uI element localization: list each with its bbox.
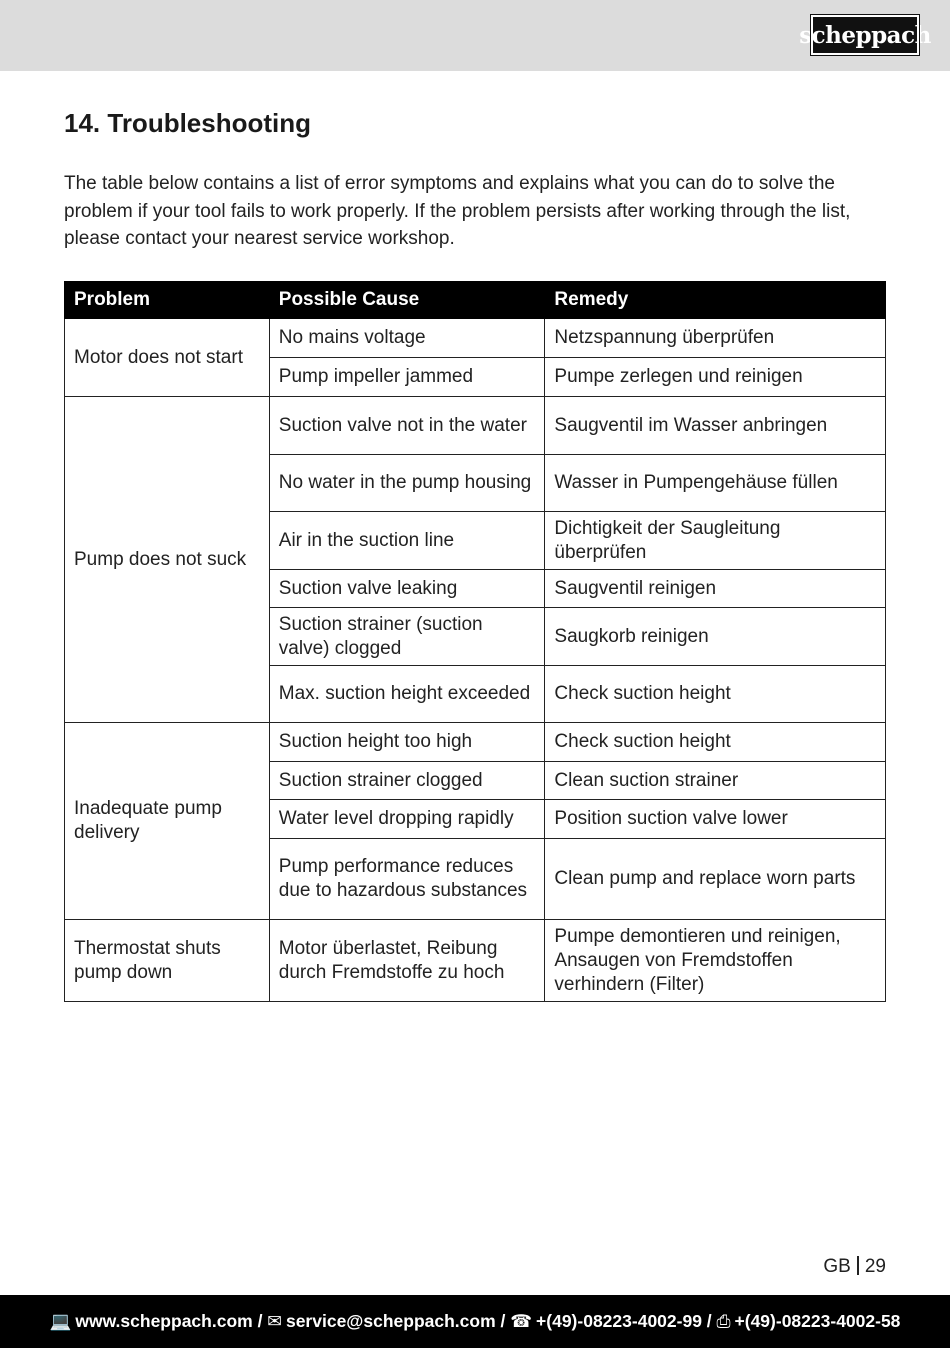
cause-cell: Suction valve not in the water: [269, 397, 545, 455]
footer-website[interactable]: www.scheppach.com: [75, 1311, 253, 1331]
page-number: [823, 1256, 886, 1278]
table-header-row: [65, 282, 886, 319]
cause-cell: Motor überlastet, Reibung durch Fremdstoffe zu hoch: [269, 920, 545, 1002]
table-row: [65, 319, 886, 358]
problem-cell: Pump does not suck: [65, 397, 270, 723]
troubleshooting-table: [64, 281, 886, 1002]
footer-separator: /: [252, 1311, 268, 1331]
email-icon: ✉: [267, 1311, 282, 1331]
cause-cell: Max. suction height exceeded: [269, 666, 545, 723]
page-language: GB: [823, 1256, 851, 1277]
section-intro: The table below contains a list of error symptoms and explains what you can do to solve the problem if your tool fails to work properly. If the problem persists after working through the list, please contact your nearest service workshop.: [64, 173, 851, 249]
table-row: [65, 397, 886, 455]
section-title: 14. Troubleshooting: [64, 108, 312, 138]
remedy-cell: Saugkorb reinigen: [545, 608, 886, 666]
cause-cell: Pump performance reduces due to hazardous substances: [269, 839, 545, 920]
cause-cell: Water level dropping rapidly: [269, 800, 545, 839]
remedy-cell: Saugventil reinigen: [545, 570, 886, 608]
header-remedy: Remedy: [545, 282, 886, 319]
cause-cell: No water in the pump housing: [269, 455, 545, 512]
cause-cell: Suction strainer (suction valve) clogged: [269, 608, 545, 666]
cause-cell: Pump impeller jammed: [269, 358, 545, 397]
footer-separator: /: [701, 1311, 717, 1331]
cause-cell: No mains voltage: [269, 319, 545, 358]
problem-cell: Inadequate pump delivery: [65, 723, 270, 920]
remedy-cell: Netzspannung überprüfen: [545, 319, 886, 358]
footer-phone: +(49)-08223-4002-99: [536, 1311, 702, 1331]
footer-separator: /: [495, 1311, 511, 1331]
contact-footer: [0, 1295, 950, 1348]
remedy-cell: Pumpe zerlegen und reinigen: [545, 358, 886, 397]
cause-cell: Suction valve leaking: [269, 570, 545, 608]
remedy-cell: Wasser in Pumpengehäuse füllen: [545, 455, 886, 512]
phone-icon: ☎: [510, 1311, 533, 1331]
remedy-cell: Check suction height: [545, 723, 886, 762]
table-row: [65, 723, 886, 762]
computer-icon: 💻: [49, 1311, 72, 1331]
page-number-value: 29: [864, 1256, 886, 1277]
footer-email[interactable]: service@scheppach.com: [285, 1311, 496, 1331]
cause-cell: Suction height too high: [269, 723, 545, 762]
cause-cell: Air in the suction line: [269, 512, 545, 570]
remedy-cell: Clean suction strainer: [545, 762, 886, 800]
problem-cell: Motor does not start: [65, 319, 270, 397]
cause-cell: Suction strainer clogged: [269, 762, 545, 800]
remedy-cell: Saugventil im Wasser anbringen: [545, 397, 886, 455]
footer-fax: +(49)-08223-4002-58: [734, 1311, 901, 1331]
remedy-cell: Dichtigkeit der Saugleitung überprüfen: [545, 512, 886, 570]
remedy-cell: Check suction height: [545, 666, 886, 723]
remedy-cell: Pumpe demontieren und reinigen, Ansaugen von Fremdstoffen verhindern (Filter): [545, 920, 886, 1002]
remedy-cell: Clean pump and replace worn parts: [545, 839, 886, 920]
table-row: [65, 920, 886, 1002]
page-number-divider: [857, 1256, 859, 1275]
remedy-cell: Position suction valve lower: [545, 800, 886, 839]
problem-cell: Thermostat shuts pump down: [65, 920, 270, 1002]
header-possible-cause: Possible Cause: [269, 282, 545, 319]
scheppach-logo: scheppach: [811, 15, 919, 55]
header-problem: Problem: [65, 282, 270, 319]
fax-icon: ⎙: [716, 1311, 731, 1331]
